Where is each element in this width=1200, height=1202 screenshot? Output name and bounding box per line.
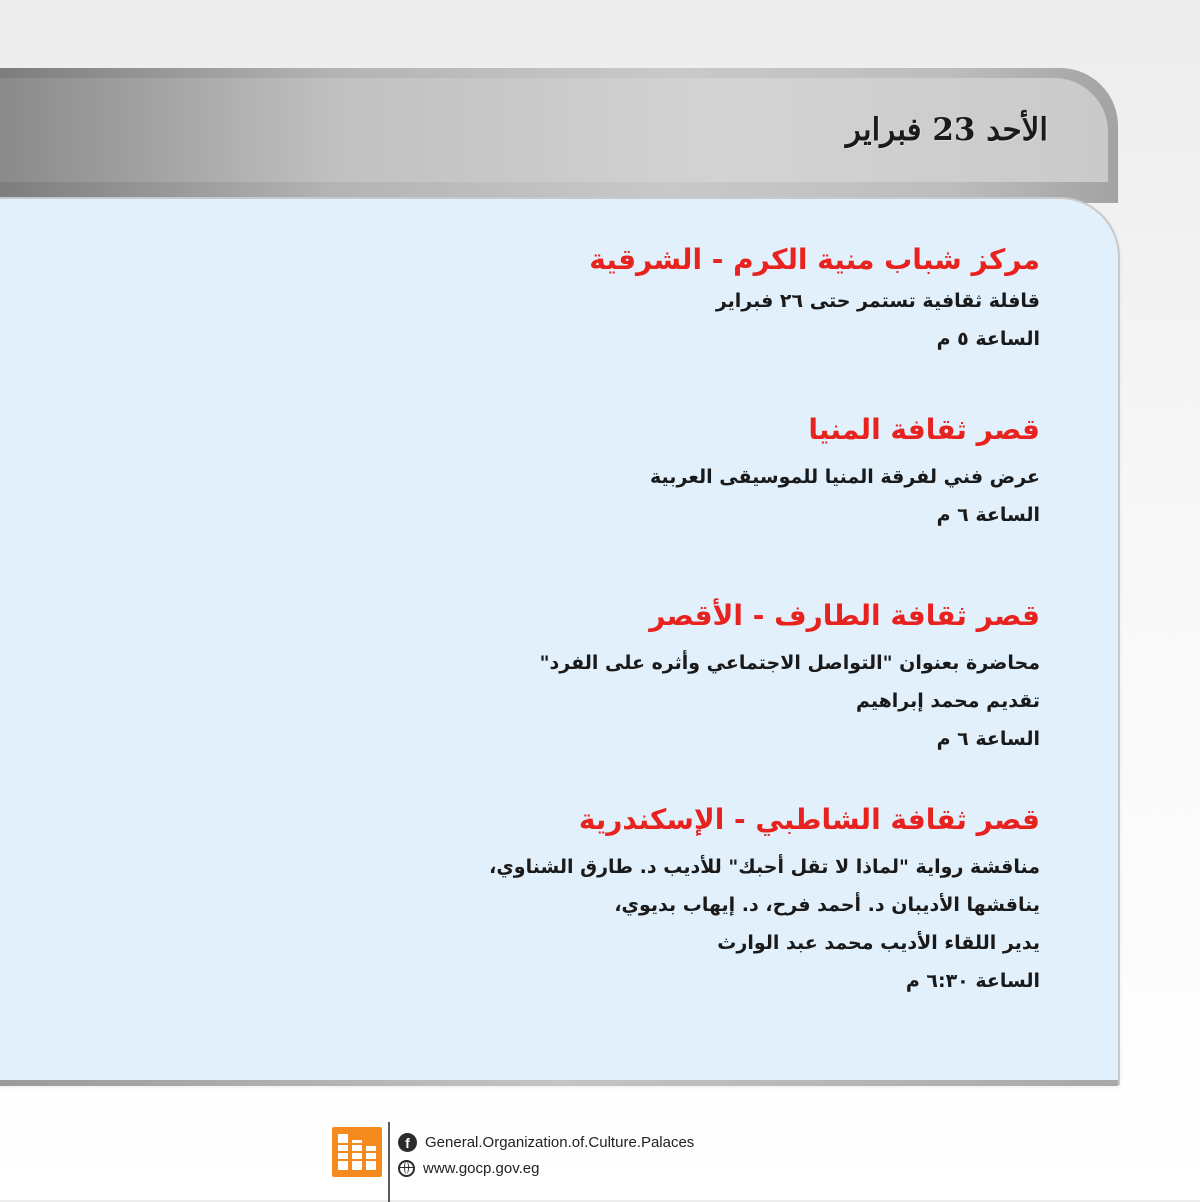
event-venue-title: قصر ثقافة الشاطبي - الإسكندرية [578, 803, 1040, 836]
facebook-link[interactable] [398, 1130, 694, 1154]
event-venue-title: مركز شباب منية الكرم - الشرقية [589, 243, 1040, 276]
event-venue-title: قصر ثقافة المنيا [808, 413, 1040, 446]
facebook-page-text: General.Organization.of.Culture.Palaces [425, 1133, 695, 1151]
logo-icon [332, 1127, 382, 1177]
panel-bottom-divider [0, 1080, 1118, 1086]
globe-icon [398, 1160, 415, 1177]
event-presenter: تقديم محمد إبراهيم [855, 690, 1040, 712]
event-time: الساعة ٦:٣٠ م [905, 970, 1040, 992]
event-time: الساعة ٦ م [936, 728, 1040, 750]
footer [330, 1122, 730, 1182]
event-description: مناقشة رواية "لماذا لا تقل أحبك" للأديب د. طارق الشناوي، [489, 856, 1040, 878]
event-block [160, 596, 1040, 758]
footer-divider [388, 1122, 390, 1202]
event-description: عرض فني لفرقة المنيا للموسيقى العربية [650, 466, 1040, 488]
event-description: محاضرة بعنوان "التواصل الاجتماعي وأثره على الفرد" [539, 652, 1040, 674]
event-time: الساعة ٥ م [936, 328, 1040, 350]
event-block [160, 800, 1040, 1000]
event-block [160, 240, 1040, 358]
event-time: الساعة ٦ م [936, 504, 1040, 526]
website-link[interactable] [398, 1156, 539, 1180]
event-description: قافلة ثقافية تستمر حتى ٢٦ فبراير [715, 290, 1040, 312]
event-discussants: يناقشها الأديبان د. أحمد فرح، د. إيهاب بديوي، [614, 894, 1040, 916]
date-title: الأحد 23 فبراير [845, 112, 1048, 148]
event-moderator: يدير اللقاء الأديب محمد عبد الوارث [717, 932, 1040, 954]
event-venue-title: قصر ثقافة الطارف - الأقصر [649, 599, 1040, 632]
facebook-icon: f [398, 1133, 417, 1152]
website-text: www.gocp.gov.eg [423, 1159, 540, 1177]
event-block [160, 410, 1040, 534]
